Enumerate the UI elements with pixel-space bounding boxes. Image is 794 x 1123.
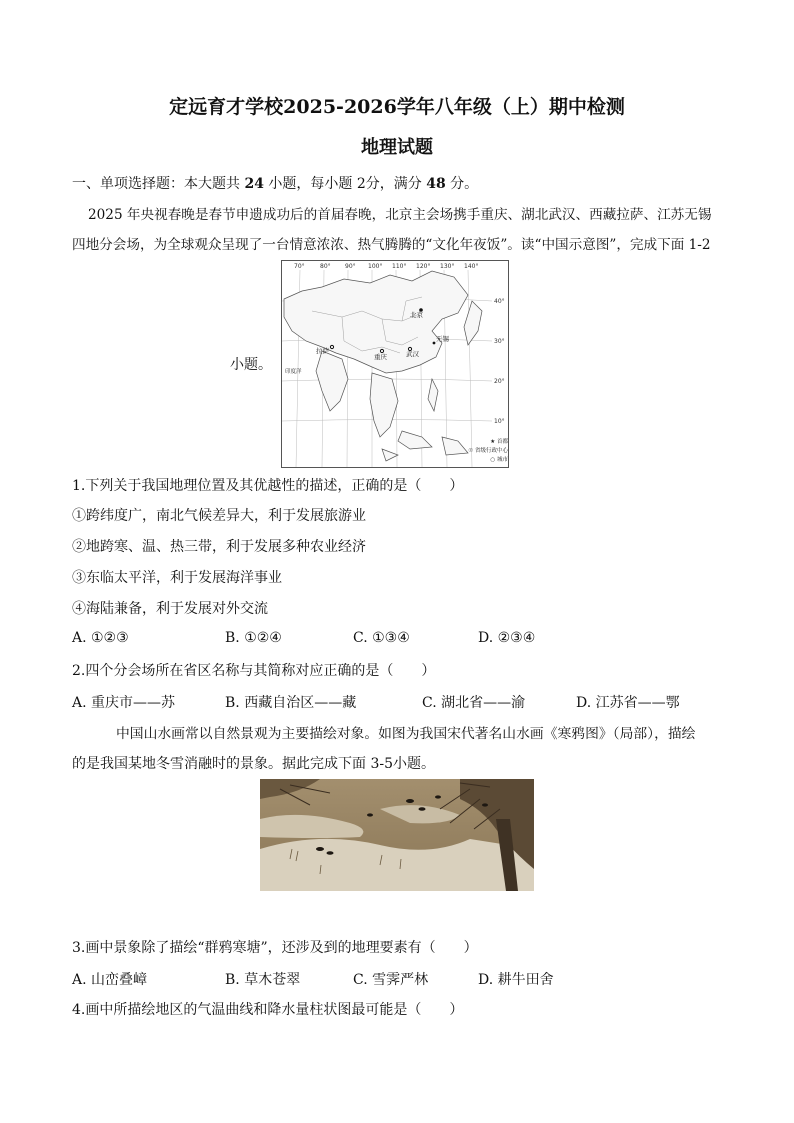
- section-heading-post: 分。: [450, 176, 479, 192]
- passage2-line2: 的是我国某地冬雪消融时的景象。据此完成下面 3-5小题。: [72, 756, 435, 772]
- q1-statement-2: ②地跨寒、温、热三带，利于发展多种农业经济: [72, 539, 366, 555]
- q1-statement-4: ④海陆兼备，利于发展对外交流: [72, 601, 268, 617]
- q1-option-a[interactable]: A. ①②③: [72, 630, 129, 646]
- q2-options: [0, 692, 794, 712]
- china-map-figure: [281, 260, 509, 468]
- passage1-line2: 四地分会场，为全球观众呈现了一台情意浓浓、热气腾腾的“文化年夜饭”。读“中国示意图”，完成下面 1-2: [72, 237, 711, 253]
- q3-option-b[interactable]: B. 草木苍翠: [225, 972, 301, 988]
- wuxi-marker: [433, 342, 436, 345]
- lat-label: 10°: [494, 418, 505, 425]
- q3-stem: 3.画中景象除了描绘“群鸦寒塘”，还涉及到的地理要素有（ ）: [72, 940, 478, 956]
- section-heading: [72, 174, 478, 194]
- q1-stem: 1.下列关于我国地理位置及其优越性的描述，正确的是（ ）: [72, 478, 464, 494]
- lat-label: 40°: [494, 298, 505, 305]
- q3-option-d[interactable]: D. 耕牛田舍: [478, 972, 554, 988]
- land-shapes: [284, 271, 482, 461]
- city-label-lhasa: 拉萨: [316, 347, 329, 355]
- lon-label: 140°: [464, 263, 479, 270]
- exam-subtitle: 地理试题: [361, 137, 433, 158]
- q1-statement-1: ①跨纬度广，南北气候差异大，利于发展旅游业: [72, 508, 366, 524]
- q2-option-d[interactable]: D. 江苏省——鄂: [576, 695, 680, 711]
- passage2-line1: 中国山水画常以自然景观为主要描绘对象。如图为我国宋代著名山水画《寒鸦图》（局部），描绘: [116, 726, 696, 742]
- q2-option-c[interactable]: C. 湖北省——渝: [422, 695, 526, 711]
- passage1-line1: 2025 年央视春晚是春节申遗成功后的首届春晚，北京主会场携手重庆、湖北武汉、西藏拉萨、江苏无锡: [88, 207, 712, 223]
- passage1-line3: 小题。: [230, 357, 272, 373]
- painting-svg: [260, 779, 534, 891]
- lon-label: 110°: [392, 263, 407, 270]
- map-legend: [468, 437, 508, 463]
- city-label-wuxi: 无锡: [436, 335, 449, 343]
- lon-label: 130°: [440, 263, 455, 270]
- q3-option-c[interactable]: C. 雪霁严林: [353, 972, 429, 988]
- q3-option-a[interactable]: A. 山峦叠嶂: [72, 972, 148, 988]
- city-label-wuhan: 武汉: [406, 350, 419, 358]
- question-count: 24: [244, 176, 264, 192]
- q3-options: [0, 969, 794, 989]
- q1-options: [0, 630, 794, 650]
- section-heading-mid: 小题，每小题 2分，满分: [268, 176, 422, 192]
- q2-stem: 2.四个分会场所在省区名称与其简称对应正确的是（ ）: [72, 663, 436, 679]
- legend-item: ★ 首都: [490, 439, 508, 445]
- lat-label: 20°: [494, 378, 505, 385]
- exam-title: 定远育才学校2025-2026学年八年级（上）期中检测: [169, 96, 625, 118]
- total-score: 48: [426, 176, 446, 192]
- q1-option-c[interactable]: C. ①③④: [353, 630, 410, 646]
- hanya-painting-figure: [260, 779, 534, 891]
- lon-label: 100°: [368, 263, 383, 270]
- q1-option-b[interactable]: B. ①②④: [225, 630, 282, 646]
- lon-label: 120°: [416, 263, 431, 270]
- q1-option-d[interactable]: D. ②③④: [478, 630, 536, 646]
- lon-label: 90°: [345, 263, 356, 270]
- lat-label: 30°: [494, 338, 505, 345]
- legend-item: ☉ 省级行政中心: [468, 448, 508, 454]
- city-label-chongqing: 重庆: [374, 353, 387, 361]
- q1-statement-3: ③东临太平洋，利于发展海洋事业: [72, 570, 282, 586]
- legend-item: ○ 城市: [490, 457, 508, 463]
- lon-label: 70°: [294, 263, 305, 270]
- q2-option-b[interactable]: B. 西藏自治区——藏: [225, 695, 357, 711]
- q4-stem: 4.画中所描绘地区的气温曲线和降水量柱状图最可能是（ ）: [72, 1002, 464, 1018]
- q2-option-a[interactable]: A. 重庆市——苏: [72, 695, 176, 711]
- china-map-svg: [282, 261, 508, 467]
- section-heading-pre: 一、单项选择题：本大题共: [72, 176, 240, 192]
- lon-label: 80°: [320, 263, 331, 270]
- sea-label: 印度洋: [285, 369, 302, 375]
- city-label-beijing: 北京: [410, 311, 423, 319]
